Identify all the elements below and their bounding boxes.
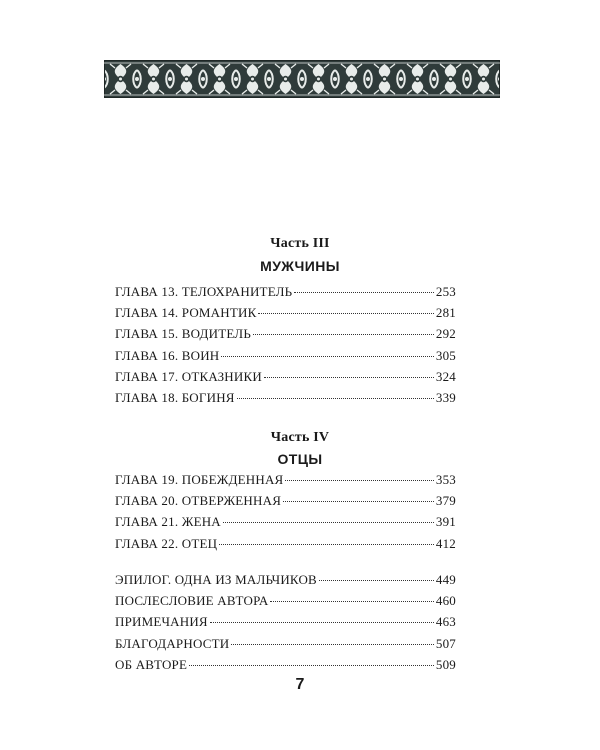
- backmatter-toc: [115, 572, 456, 678]
- toc-entry-title: ГЛАВА 19. ПОБЕЖДЕННАЯ: [115, 472, 284, 487]
- page-number: 7: [295, 676, 305, 693]
- toc-entry[interactable]: [115, 614, 456, 635]
- toc-entry-title: ПОСЛЕСЛОВИЕ АВТОРА: [115, 593, 269, 609]
- toc-entry[interactable]: [115, 326, 456, 347]
- part-4-toc: [115, 472, 456, 557]
- toc-entry-title: ГЛАВА 13. ТЕЛОХРАНИТЕЛЬ: [115, 284, 293, 299]
- dot-leader: [237, 397, 434, 399]
- dot-leader: [253, 333, 434, 335]
- dot-leader: [283, 500, 434, 502]
- ornamental-border-band: [104, 60, 500, 98]
- dot-leader: [264, 376, 434, 378]
- toc-entry[interactable]: [115, 636, 456, 657]
- toc-entry[interactable]: [115, 657, 456, 678]
- dot-leader: [319, 579, 434, 581]
- part-4-title: ОТЦЫ: [277, 451, 323, 467]
- dot-leader: [285, 479, 433, 481]
- toc-entry-title: ГЛАВА 21. ЖЕНА: [115, 514, 221, 530]
- toc-entry-page: 449: [435, 572, 456, 587]
- toc-entry-title: ОБ АВТОРЕ: [115, 656, 188, 672]
- dot-leader: [231, 643, 434, 645]
- toc-entry-title: ПРИМЕЧАНИЯ: [115, 614, 208, 630]
- toc-entry[interactable]: [115, 572, 456, 593]
- toc-entry-title: ЭПИЛОГ. ОДНА ИЗ МАЛЬЧИКОВ: [115, 572, 317, 587]
- part-4-label: Часть IV: [270, 430, 330, 445]
- toc-entry-page: 463: [435, 614, 456, 630]
- toc-entry-title: ГЛАВА 22. ОТЕЦ: [115, 535, 218, 551]
- toc-entry[interactable]: [115, 493, 456, 514]
- dot-leader: [270, 600, 433, 602]
- toc-entry-page: 339: [435, 389, 456, 405]
- toc-entry-title: ГЛАВА 17. ОТКАЗНИКИ: [115, 368, 262, 384]
- part-3-toc: [115, 284, 456, 411]
- dot-leader: [223, 521, 434, 523]
- toc-entry-title: ГЛАВА 16. ВОИН: [115, 347, 220, 363]
- dot-leader: [294, 291, 434, 293]
- toc-entry-page: 305: [435, 347, 456, 363]
- toc-entry[interactable]: [115, 369, 456, 390]
- part-3-title: МУЖЧИНЫ: [260, 258, 340, 274]
- toc-entry-page: 507: [435, 635, 456, 651]
- toc-entry[interactable]: [115, 348, 456, 369]
- toc-entry[interactable]: [115, 305, 456, 326]
- dot-leader: [189, 664, 434, 666]
- toc-entry[interactable]: [115, 593, 456, 614]
- part-3-label: Часть III: [270, 236, 330, 251]
- toc-entry-title: ГЛАВА 14. РОМАНТИК: [115, 305, 257, 321]
- toc-entry-title: ГЛАВА 15. ВОДИТЕЛЬ: [115, 326, 251, 342]
- toc-entry-page: 379: [435, 493, 456, 509]
- toc-entry-title: БЛАГОДАРНОСТИ: [115, 635, 230, 651]
- toc-entry-page: 253: [435, 284, 456, 299]
- toc-entry-page: 324: [435, 368, 456, 384]
- toc-entry-page: 292: [435, 326, 456, 342]
- toc-entry-page: 353: [435, 472, 456, 487]
- toc-entry-page: 281: [435, 305, 456, 321]
- dot-leader: [219, 543, 434, 545]
- dot-leader: [221, 355, 434, 357]
- toc-entry[interactable]: [115, 536, 456, 557]
- toc-entry-page: 460: [435, 593, 456, 609]
- toc-entry[interactable]: [115, 390, 456, 411]
- toc-entry-page: 391: [435, 514, 456, 530]
- toc-entry[interactable]: [115, 514, 456, 535]
- dot-leader: [258, 312, 433, 314]
- toc-entry-title: ГЛАВА 18. БОГИНЯ: [115, 389, 235, 405]
- toc-entry-page: 509: [435, 656, 456, 672]
- dot-leader: [210, 621, 434, 623]
- toc-entry[interactable]: [115, 284, 456, 305]
- toc-entry-title: ГЛАВА 20. ОТВЕРЖЕННАЯ: [115, 493, 282, 509]
- toc-entry[interactable]: [115, 472, 456, 493]
- toc-entry-page: 412: [435, 535, 456, 551]
